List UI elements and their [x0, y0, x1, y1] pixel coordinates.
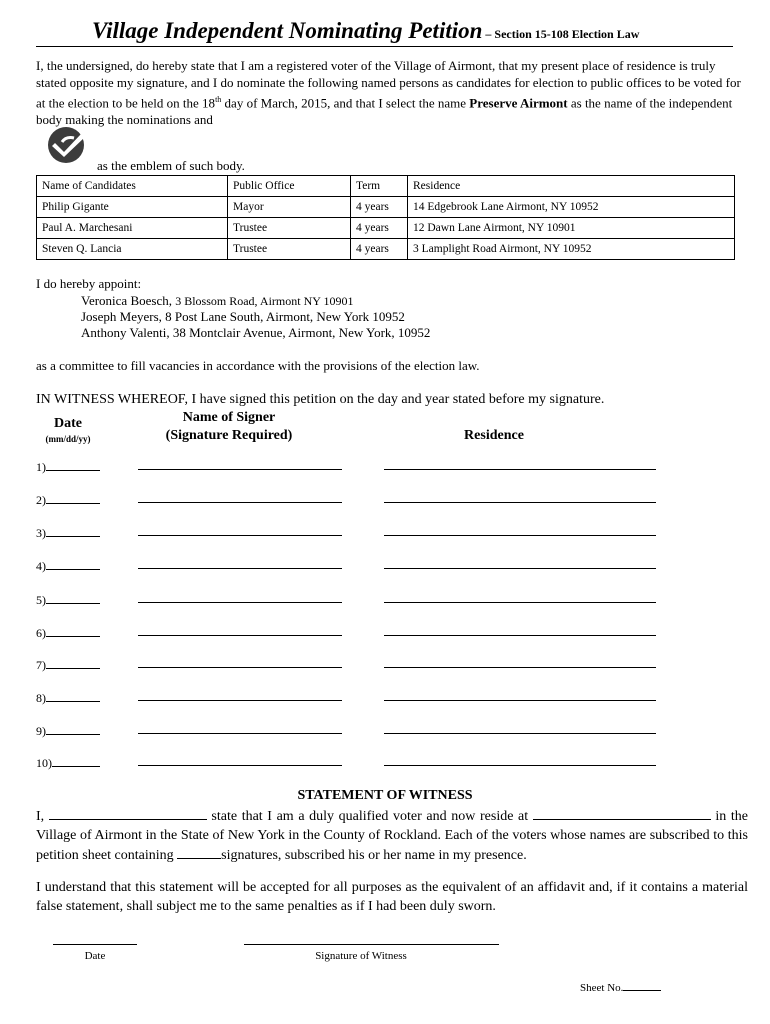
header-cell: Name of Candidates	[37, 176, 228, 197]
committee-member: Joseph Meyers, 8 Post Lane South, Airmont, New York 10952	[81, 309, 405, 324]
col-residence-header: Residence	[464, 428, 524, 443]
witness-residence-field[interactable]	[533, 806, 711, 820]
row-number: 7)	[36, 655, 100, 673]
header-rule	[36, 46, 733, 47]
intro-text-b: day of March, 2015, and that I select the name	[221, 95, 470, 111]
col-name-header: Name of Signer	[182, 410, 276, 425]
row-number: 2)	[36, 490, 100, 508]
candidate-residence: 12 Dawn Lane Airmont, NY 10901	[408, 218, 735, 239]
candidate-office: Trustee	[228, 218, 351, 239]
sheet-number-field[interactable]	[623, 980, 661, 991]
residence-field[interactable]	[384, 635, 656, 636]
signature-row	[36, 655, 696, 671]
candidate-name: Paul A. Marchesani	[37, 218, 228, 239]
signer-name-field[interactable]	[138, 765, 342, 766]
signer-name-field[interactable]	[138, 535, 342, 536]
statement-paragraph: I, state that I am a duly qualified voter and now reside at in the Village of Airmont in the State of New York in the County of Rockland. Each of the voters whose names are subscribed to this petition sheet containing signatures, subscribed his or her name in my presence.	[36, 806, 748, 865]
date-field[interactable]	[46, 721, 100, 735]
date-label: Date	[84, 950, 106, 962]
signer-name-field[interactable]	[138, 733, 342, 734]
table-row	[37, 239, 735, 260]
sheet-number: Sheet No.	[580, 980, 661, 994]
header-cell: Term	[351, 176, 408, 197]
date-field[interactable]	[46, 490, 100, 504]
row-number: 10)	[36, 753, 100, 771]
title-dash: –	[482, 27, 495, 41]
signature-row	[36, 457, 696, 473]
vacancies-text: as a committee to fill vacancies in accordance with the provisions of the election law.	[36, 358, 480, 373]
date-field[interactable]	[46, 688, 100, 702]
row-number: 5)	[36, 590, 100, 608]
affidavit-paragraph: I understand that this statement will be accepted for all purposes as the equivalent of an affidavit and, if it contains a material false statement, shall subject me to the same penalties as if I had been duly sworn.	[36, 880, 748, 914]
table-row	[37, 197, 735, 218]
table-row	[37, 218, 735, 239]
signature-count-field[interactable]	[177, 845, 221, 859]
signature-label: Signature of Witness	[315, 950, 407, 962]
signature-row	[36, 688, 696, 704]
witness-date-field[interactable]	[53, 944, 137, 945]
row-number: 1)	[36, 457, 100, 475]
residence-field[interactable]	[384, 469, 656, 470]
date-field[interactable]	[46, 590, 100, 604]
witness-statement: IN WITNESS WHEREOF, I have signed this petition on the day and year stated before my signature.	[36, 392, 605, 407]
date-field[interactable]	[46, 556, 100, 570]
title-subtitle: Section 15-108 Election Law	[494, 27, 640, 41]
row-number: 3)	[36, 523, 100, 541]
residence-field[interactable]	[384, 602, 656, 603]
intro-superscript: th	[215, 95, 222, 104]
table-header-row	[37, 176, 735, 197]
date-field[interactable]	[46, 655, 100, 669]
signer-name-field[interactable]	[138, 667, 342, 668]
candidate-term: 4 years	[351, 239, 408, 260]
member-address: 3 Blossom Road, Airmont NY 10901	[175, 294, 354, 308]
candidate-name: Steven Q. Lancia	[37, 239, 228, 260]
statement-title: STATEMENT OF WITNESS	[297, 788, 473, 803]
title-text: Village Independent Nominating Petition	[92, 18, 483, 43]
candidate-office: Mayor	[228, 197, 351, 218]
signer-name-field[interactable]	[138, 568, 342, 569]
col-date-format: (mm/dd/yy)	[45, 434, 91, 444]
candidate-term: 4 years	[351, 197, 408, 218]
signature-row	[36, 490, 696, 506]
page-title	[92, 18, 639, 44]
date-field[interactable]	[52, 753, 100, 767]
candidate-name: Philip Gigante	[37, 197, 228, 218]
date-field[interactable]	[46, 523, 100, 537]
header-cell: Residence	[408, 176, 735, 197]
residence-field[interactable]	[384, 765, 656, 766]
signer-name-field[interactable]	[138, 469, 342, 470]
residence-field[interactable]	[384, 502, 656, 503]
candidates-table	[36, 175, 735, 260]
signer-name-field[interactable]	[138, 602, 342, 603]
signature-row	[36, 623, 696, 639]
committee-member: Anthony Valenti, 38 Montclair Avenue, Airmont, New York, 10952	[81, 325, 431, 340]
row-number: 9)	[36, 721, 100, 739]
emblem-line: as the emblem of such body.	[97, 158, 245, 173]
residence-field[interactable]	[384, 535, 656, 536]
residence-field[interactable]	[384, 733, 656, 734]
residence-field[interactable]	[384, 568, 656, 569]
candidate-residence: 14 Edgebrook Lane Airmont, NY 10952	[408, 197, 735, 218]
committee-member	[81, 293, 430, 309]
witness-name-field[interactable]	[49, 806, 207, 820]
signature-row	[36, 523, 696, 539]
residence-field[interactable]	[384, 700, 656, 701]
row-number: 8)	[36, 688, 100, 706]
member-name: Veronica Boesch,	[81, 293, 176, 308]
party-name: Preserve Airmont	[469, 95, 568, 111]
candidate-term: 4 years	[351, 218, 408, 239]
witness-signature-field[interactable]	[244, 944, 499, 945]
signature-row	[36, 590, 696, 606]
committee-list	[81, 293, 430, 341]
signature-row	[36, 753, 696, 769]
candidate-office: Trustee	[228, 239, 351, 260]
date-field[interactable]	[46, 457, 100, 471]
row-number: 6)	[36, 623, 100, 641]
signature-row	[36, 721, 696, 737]
header-cell: Public Office	[228, 176, 351, 197]
candidate-residence: 3 Lamplight Road Airmont, NY 10952	[408, 239, 735, 260]
emblem-logo-icon	[47, 126, 89, 164]
residence-field[interactable]	[384, 667, 656, 668]
row-number: 4)	[36, 556, 100, 574]
intro-text-c: as the name of the independent body making the nominations and	[36, 95, 733, 128]
signer-name-field[interactable]	[138, 502, 342, 503]
col-name-subheader: (Signature Required)	[165, 428, 293, 443]
intro-text-a: I, the undersigned, do hereby state that I am a registered voter of the Village of Airmont, that my present place of residence is truly stated opposite my signature, and I do nominate the following named persons as candidates for election to public offices to be voted for at the election to be held on the 18	[36, 58, 741, 111]
col-date-header: Date	[54, 416, 82, 431]
date-field[interactable]	[46, 623, 100, 637]
signature-row	[36, 556, 696, 572]
intro-paragraph	[36, 57, 748, 128]
signer-name-field[interactable]	[138, 700, 342, 701]
signer-name-field[interactable]	[138, 635, 342, 636]
appoint-intro: I do hereby appoint:	[36, 276, 142, 291]
